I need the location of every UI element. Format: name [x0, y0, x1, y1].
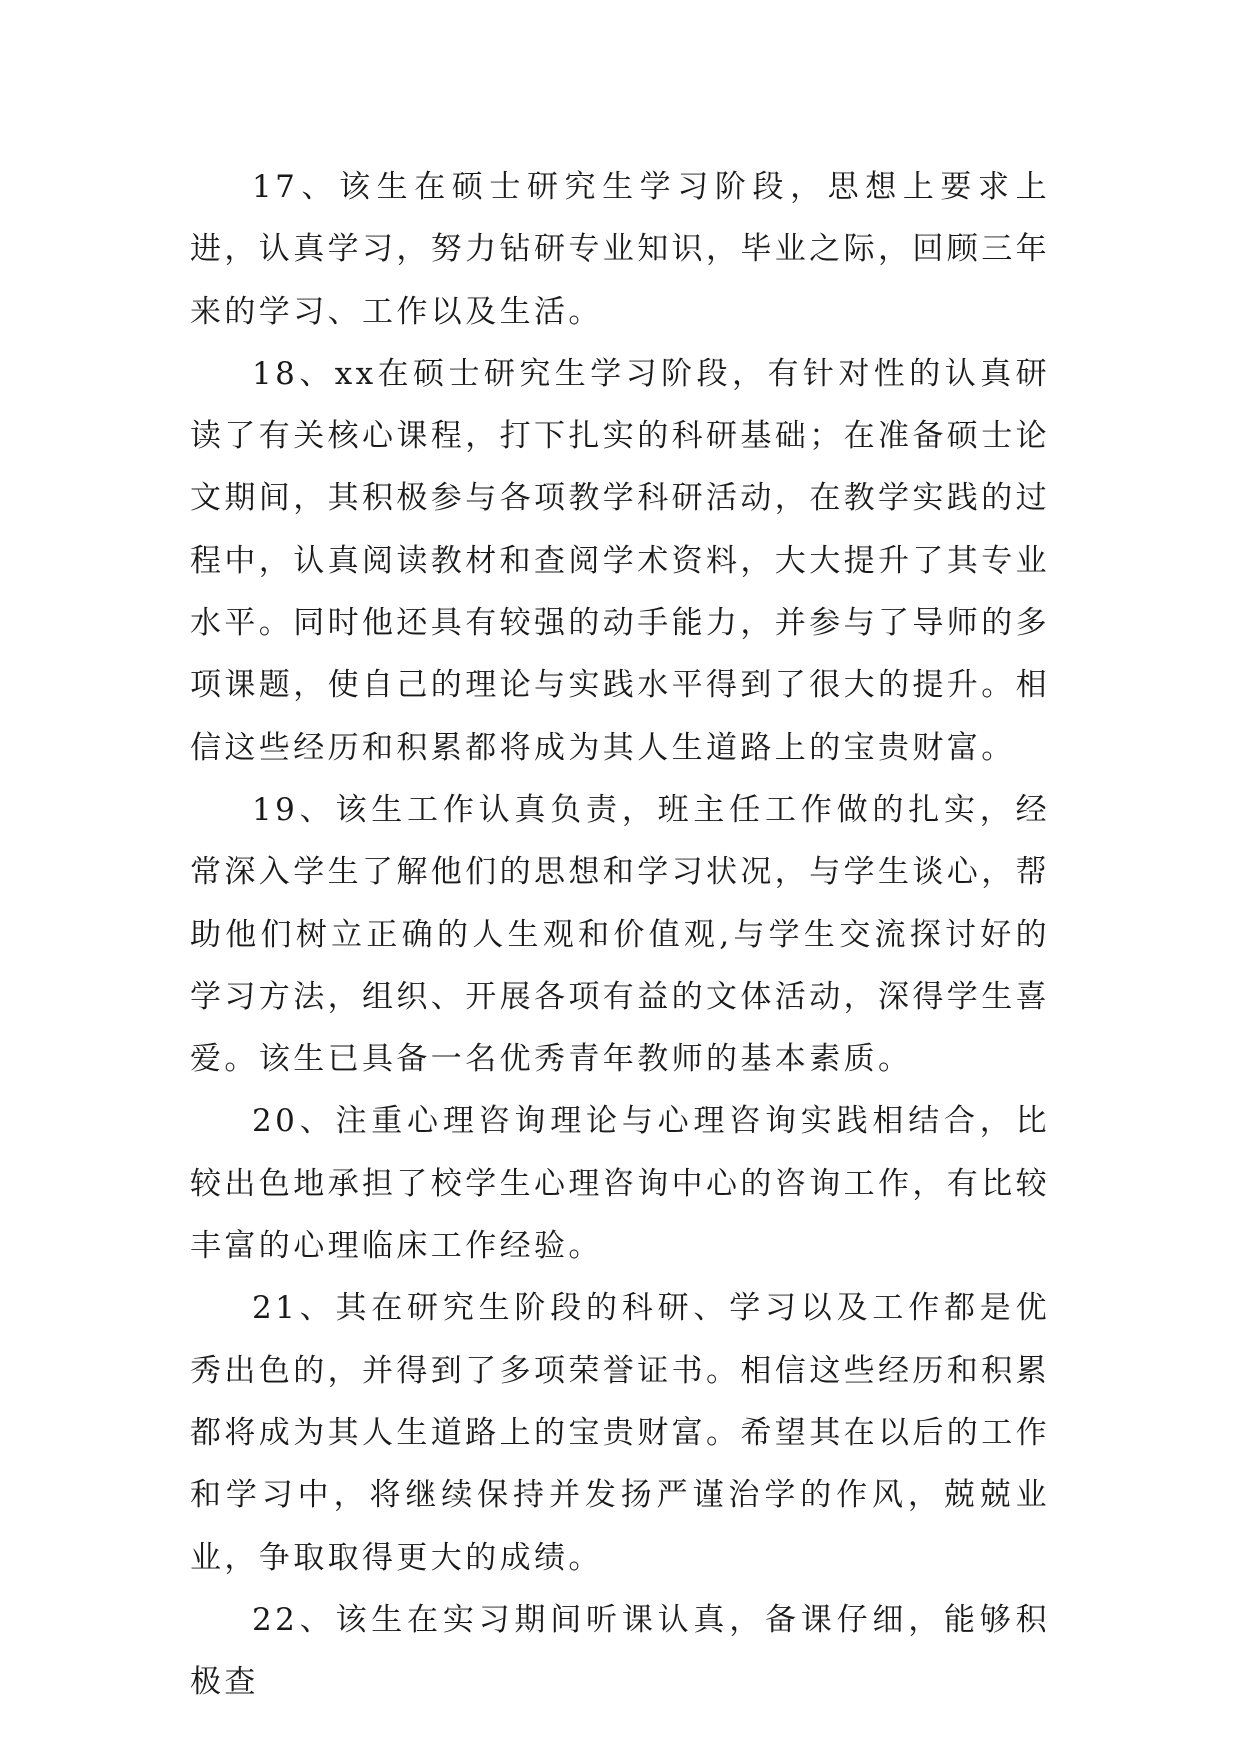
- paragraph-19: 19、该生工作认真负责，班主任工作做的扎实，经常深入学生了解他们的思想和学习状况，与学生谈心，帮助他们树立正确的人生观和价值观,与学生交流探讨好的学习方法，组织、开展各项有益的文体活动，深得学生喜爱。该生已具备一名优秀青年教师的基本素质。: [190, 791, 1050, 1078]
- paragraph-22: 22、该生在实习期间听课认真，备课仔细，能够积极查: [190, 1601, 1050, 1701]
- paragraph-20: 20、注重心理咨询理论与心理咨询实践相结合，比较出色地承担了校学生心理咨询中心的咨询工作，有比较丰富的心理临床工作经验。: [190, 1103, 1050, 1265]
- paragraph-17: 17、该生在硕士研究生学习阶段，思想上要求上进，认真学习，努力钻研专业知识，毕业之际，回顾三年来的学习、工作以及生活。: [190, 169, 1050, 330]
- document-body: [190, 156, 1050, 1713]
- paragraph-18: 18、xx在硕士研究生学习阶段，有针对性的认真研读了有关核心课程，打下扎实的科研基础；在准备硕士论文期间，其积极参与各项教学科研活动，在教学实践的过程中，认真阅读教材和查阅学术资料，大大提升了其专业水平。同时他还具有较强的动手能力，并参与了导师的多项课题，使自己的理论与实践水平得到了很大的提升。相信这些经历和积累都将成为其人生道路上的宝贵财富。: [190, 355, 1050, 766]
- paragraph-21: 21、其在研究生阶段的科研、学习以及工作都是优秀出色的，并得到了多项荣誉证书。相信这些经历和积累都将成为其人生道路上的宝贵财富。希望其在以后的工作和学习中，将继续保持并发扬严谨治学的作风，兢兢业业，争取取得更大的成绩。: [190, 1290, 1050, 1576]
